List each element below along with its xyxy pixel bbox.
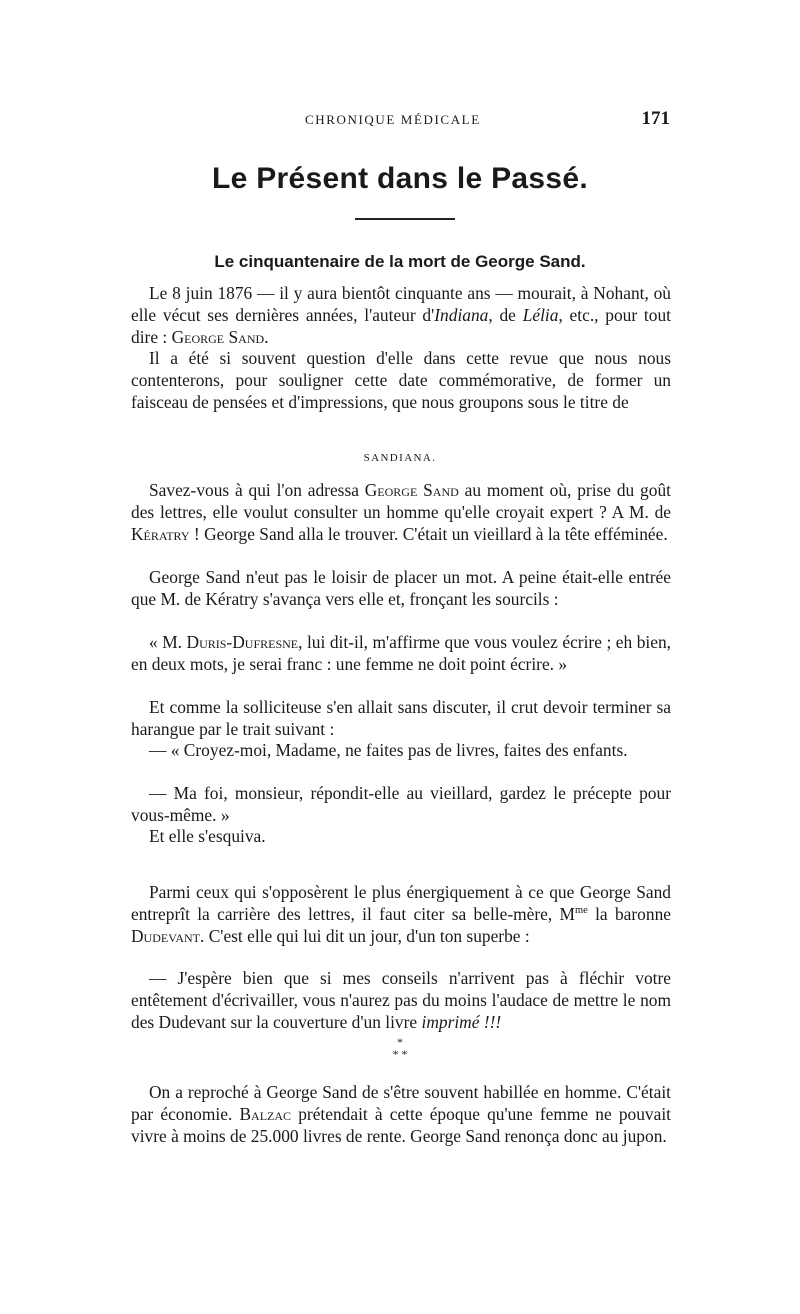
closing-paragraph: On a reproché à George Sand de s'être souvent habillée en homme. C'était par économie. Balzac prétendait à cette époque qu'une femme ne pouvait vivre à moins de 25.000 livres de rente. George Sand renonça donc au jupon.: [131, 1082, 671, 1146]
sandiana-paragraph-3: « M. Duris-Dufresne, lui dit-il, m'affirme que vous voulez écrire ; eh bien, en deux mots, je serai franc : une femme ne doit point écrire. »: [131, 632, 671, 674]
sandiana-paragraph-5: — « Croyez-moi, Madame, ne faites pas de livres, faites des enfants.: [149, 740, 628, 760]
page-number: 171: [641, 108, 670, 129]
sandiana-paragraph-6: — Ma foi, monsieur, répondit-elle au vieillard, gardez le précepte pour vous-même. »: [131, 783, 671, 825]
intro-paragraph-2: Il a été si souvent question d'elle dans cette revue que nous nous contenterons, pour souligner cette date commémorative, de former un faisceau de pensées et d'impressions, que nous groupons sous le titre de: [131, 348, 671, 412]
section-asterism: * * *: [392, 1035, 408, 1061]
sandiana-paragraph-1: Savez-vous à qui l'on adressa George Sand au moment où, prise du goût des lettres, elle voulut consulter un homme qu'elle croyait expert ? A M. de Kératry ! George Sand alla le trouver. C'était un vieillard à la tête efféminée.: [131, 480, 671, 544]
anecdote-paragraph-1: Parmi ceux qui s'opposèrent le plus énergiquement à ce que George Sand entreprît la carrière des lettres, il faut citer sa belle-mère, $M^{me}$ la baronne Dudevant. C'est elle qui lui dit un jour, d'un ton superbe :: [131, 882, 671, 946]
author-name: George Sand: [171, 326, 265, 347]
running-title: CHRONIQUE MÉDICALE: [305, 112, 481, 127]
section-heading: Le cinquantenaire de la mort de George Sand.: [214, 252, 586, 271]
sandiana-paragraph-2: George Sand n'eut pas le loisir de placer un mot. A peine était-elle entrée que M. de Kératry s'avança vers elle et, fronçant les sourcils :: [131, 567, 671, 609]
anecdote-paragraph-2: — J'espère bien que si mes conseils n'arrivent pas à fléchir votre entêtement d'écrivailler, vous n'aurez pas du moins l'audace de mettre le nom des Dudevant sur la couverture d'un livre imprimé !!!: [131, 968, 671, 1032]
sandiana-paragraph-4: Et comme la solliciteuse s'en allait sans discuter, il crut devoir terminer sa harangue par le trait suivant :: [131, 697, 671, 739]
intro-paragraph-1: Le 8 juin 1876 — il y aura bientôt cinquante ans — mourait, à Nohant, où elle vécut ses dernières années, l'auteur d'Indiana, de Lélia, etc., pour tout dire : George Sand.: [131, 283, 671, 347]
sandiana-paragraph-7: Et elle s'esquiva.: [149, 826, 266, 846]
running-head: [130, 108, 670, 136]
subsection-heading: SANDIANA.: [363, 452, 437, 464]
title-divider: [355, 218, 455, 220]
article-title: Le Présent dans le Passé.: [211, 162, 589, 195]
